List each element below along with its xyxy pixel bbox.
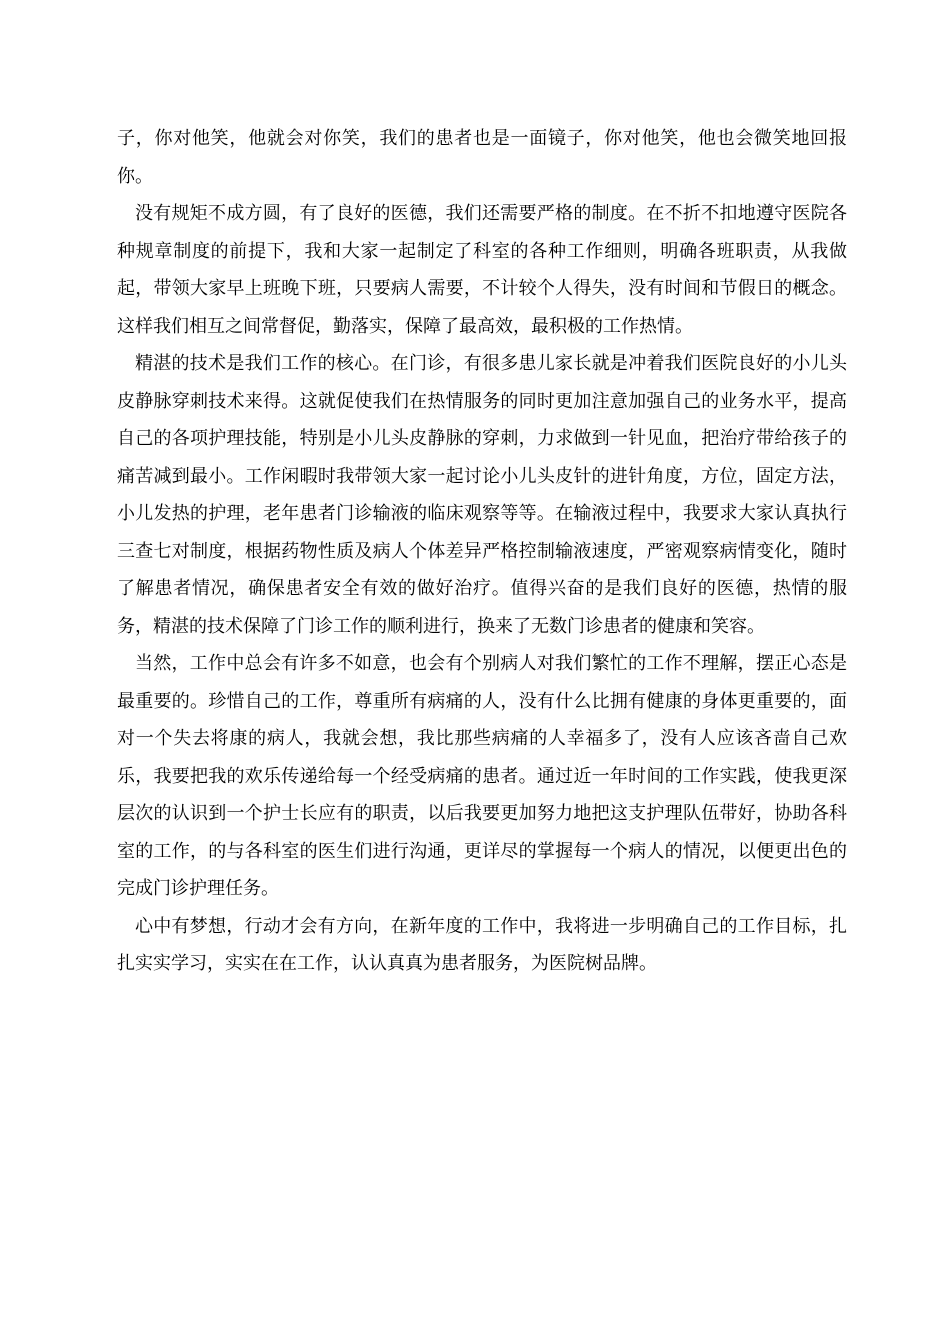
paragraph-attitude: 当然，工作中总会有许多不如意，也会有个别病人对我们繁忙的工作不理解，摆正心态是最重要的。珍惜自己的工作，尊重所有病痛的人，没有什么比拥有健康的身体更重要的，面对一个失去将康的病人，我就会想，我比那些病痛的人幸福多了，没有人应该吝啬自己欢乐，我要把我的欢乐传递给每一个经受病痛的患者。通过近一年时间的工作实践，使我更深层次的认识到一个护士长应有的职责，以后我要更加努力地把这支护理队伍带好，协助各科室的工作，的与各科室的医生们进行沟通，更详尽的掌握每一个病人的情况，以便更出色的完成门诊护理任务。 [117, 653, 847, 899]
paragraph-new-year-goals: 心中有梦想，行动才会有方向，在新年度的工作中，我将进一步明确自己的工作目标，扎扎实实学习，实实在在工作，认认真真为患者服务，为医院树品牌。 [117, 915, 847, 974]
paragraph-continuation: 子，你对他笑，他就会对你笑，我们的患者也是一面镜子，你对他笑，他也会微笑地回报你。 [117, 128, 847, 187]
document-body [117, 120, 847, 983]
paragraph-technical-skill: 精湛的技术是我们工作的核心。在门诊，有很多患儿家长就是冲着我们医院良好的小儿头皮静脉穿刺技术来得。这就促使我们在热情服务的同时更加注意加强自己的业务水平，提高自己的各项护理技能，特别是小儿头皮静脉的穿刺，力求做到一针见血，把治疗带给孩子的痛苦减到最小。工作闲暇时我带领大家一起讨论小儿头皮针的进针角度，方位，固定方法，小儿发热的护理，老年患者门诊输液的临床观察等等。在输液过程中，我要求大家认真执行三查七对制度，根据药物性质及病人个体差异严格控制输液速度，严密观察病情变化，随时了解患者情况，确保患者安全有效的做好治疗。值得兴奋的是我们良好的医德，热情的服务，精湛的技术保障了门诊工作的顺利进行，换来了无数门诊患者的健康和笑容。 [117, 353, 847, 637]
paragraph-rules-and-system: 没有规矩不成方圆，有了良好的医德，我们还需要严格的制度。在不折不扣地遵守医院各种规章制度的前提下，我和大家一起制定了科室的各种工作细则，明确各班职责，从我做起，带领大家早上班晚下班，只要病人需要，不计较个人得失，没有时间和节假日的概念。这样我们相互之间常督促，勤落实，保障了最高效，最积极的工作热情。 [117, 203, 847, 337]
